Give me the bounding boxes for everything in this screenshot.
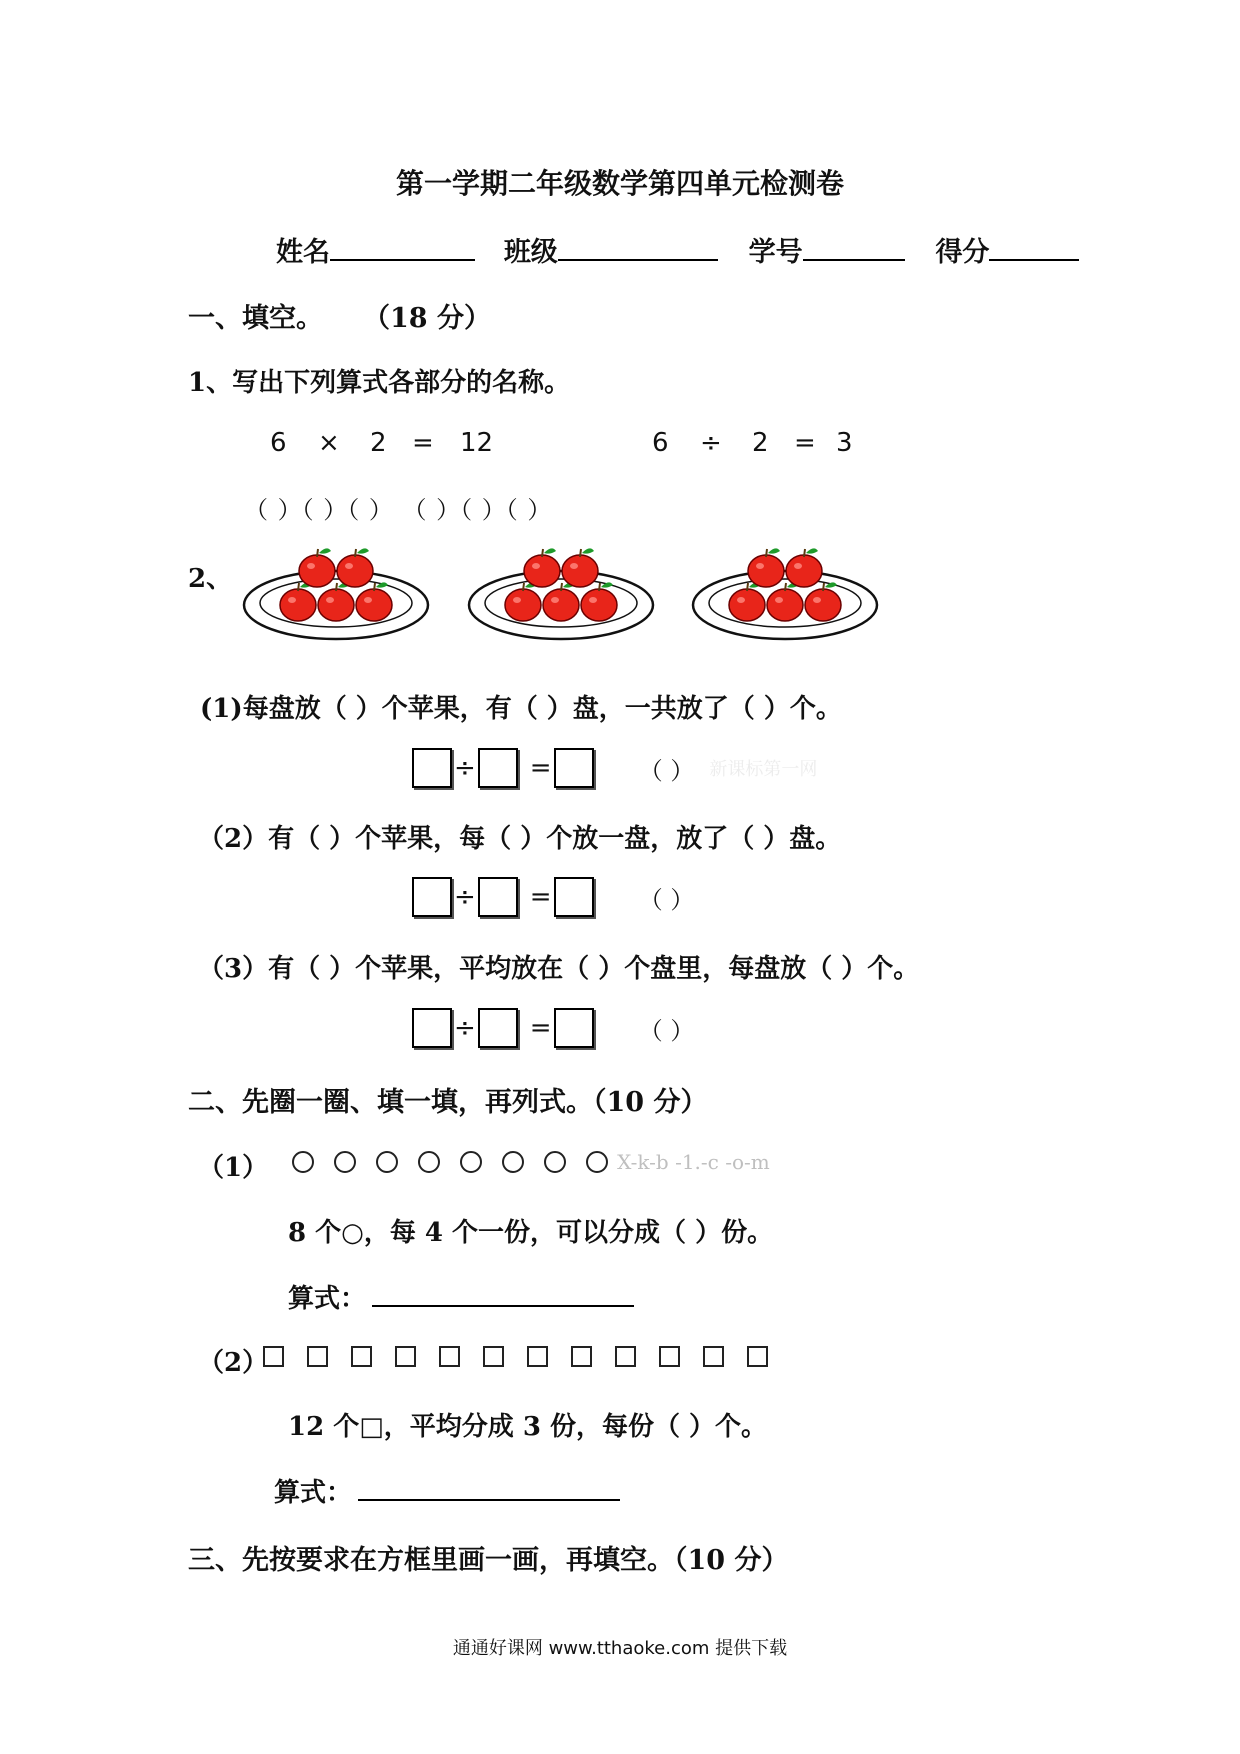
formula-label: 算式： [274,1478,353,1508]
equals-sign: = [529,753,552,783]
page-footer: 通通好课网 www.tthaoke.com 提供下载 [452,1638,788,1659]
square-icon [395,1346,416,1367]
circle-icon [292,1151,314,1173]
square-icon [571,1346,592,1367]
unit-blank[interactable]: （ ） [638,885,695,914]
s2-q1-formula [288,1278,634,1315]
answer-box[interactable] [412,877,452,917]
answer-box[interactable] [478,1008,518,1048]
info-line [276,230,1079,269]
answer-box[interactable] [478,748,518,788]
plate-3 [693,548,877,639]
number-label: 学号 [748,237,803,268]
answer-box[interactable] [412,748,452,788]
formula-label: 算式： [288,1284,367,1314]
square-icon [659,1346,680,1367]
class-label: 班级 [503,237,558,268]
equation-divide [652,428,853,458]
circle-icon [334,1151,356,1173]
score-label: 得分 [935,237,990,268]
circle-icon [460,1151,482,1173]
square-icon [747,1346,768,1367]
q1-text: 1、写出下列算式各部分的名称。 [188,368,571,398]
circle-icon [544,1151,566,1173]
eq2-equals: = [794,428,816,458]
circles-row [292,1150,770,1174]
divide-sign: ÷ [454,882,476,912]
section-1-points: （18 分） [363,303,491,334]
square-icon [439,1346,460,1367]
name-label: 姓名 [276,237,330,268]
class-blank[interactable] [558,259,718,261]
eq1-factor-b: 2 [370,428,387,458]
s2-q1-label: （1） [198,1153,269,1183]
section-1-title: 一、填空。 [188,303,323,334]
circle-icon [586,1151,608,1173]
square-icon [483,1346,504,1367]
apple-plates-illustration [230,530,910,645]
square-icon [351,1346,372,1367]
eq1-product: 12 [460,428,494,458]
s2-q2-text: 12 个□，平均分成 3 份，每份（ ）个。 [288,1412,768,1442]
section-1-heading [188,296,491,335]
section-2-heading: 二、先圈一圈、填一填，再列式。（10 分） [188,1087,708,1118]
answer-box[interactable] [554,877,594,917]
square-icon [615,1346,636,1367]
plate-2 [469,548,653,639]
equals-sign: = [529,882,552,912]
unit-blank[interactable]: （ ） [638,756,695,785]
s2-q2-label: （2） [198,1348,269,1378]
eq2-quotient: 3 [836,428,853,458]
section-3-heading: 三、先按要求在方框里画一画，再填空。（10 分） [188,1545,789,1576]
score-blank[interactable] [989,259,1079,261]
divide-sign: ÷ [454,753,476,783]
eq2-divide: ÷ [700,428,722,458]
unit-blank[interactable]: （ ） [638,1016,695,1045]
eq2-dividend: 6 [652,428,669,458]
site-watermark: X-k-b -1.-c -o-m [617,1150,770,1174]
division-row-3 [412,1008,694,1048]
s2-q2-formula [274,1472,620,1509]
s2-q1-text: 8 个○，每 4 个一份，可以分成（ ）份。 [288,1218,774,1248]
answer-box[interactable] [554,1008,594,1048]
eq1-equals: = [412,428,434,458]
square-icon [703,1346,724,1367]
q2-part2-text: （2）有（ ）个苹果，每（ ）个放一盘，放了（ ）盘。 [198,824,842,854]
answer-box[interactable] [412,1008,452,1048]
circle-icon [376,1151,398,1173]
formula-blank[interactable] [358,1499,620,1501]
eq1-times: × [318,428,340,458]
q1-answer-blanks[interactable]: （ ）（ ）（ ） （ ）（ ）（ ） [244,496,552,524]
plate-1 [244,548,428,639]
division-row-1 [412,748,817,788]
circle-icon [502,1151,524,1173]
circle-icon [418,1151,440,1173]
square-icon [263,1346,284,1367]
q2-part3-text: （3）有（ ）个苹果，平均放在（ ）个盘里，每盘放（ ）个。 [198,954,920,984]
q2-part1-text: (1)每盘放（ ）个苹果，有（ ）盘，一共放了（ ）个。 [200,694,842,724]
square-icon [527,1346,548,1367]
number-blank[interactable] [803,259,905,261]
division-row-2 [412,877,694,917]
answer-box[interactable] [554,748,594,788]
squares-row [263,1346,791,1367]
square-icon [307,1346,328,1367]
answer-box[interactable] [478,877,518,917]
formula-blank[interactable] [372,1305,634,1307]
equation-multiply [270,428,493,458]
q2-label: 2、 [188,564,233,594]
divide-sign: ÷ [454,1013,476,1043]
name-blank[interactable] [330,259,475,261]
faint-watermark: 新课标第一网 [709,759,818,780]
equals-sign: = [529,1013,552,1043]
eq2-divisor: 2 [752,428,769,458]
eq1-factor-a: 6 [270,428,287,458]
page-title: 第一学期二年级数学第四单元检测卷 [395,167,844,200]
